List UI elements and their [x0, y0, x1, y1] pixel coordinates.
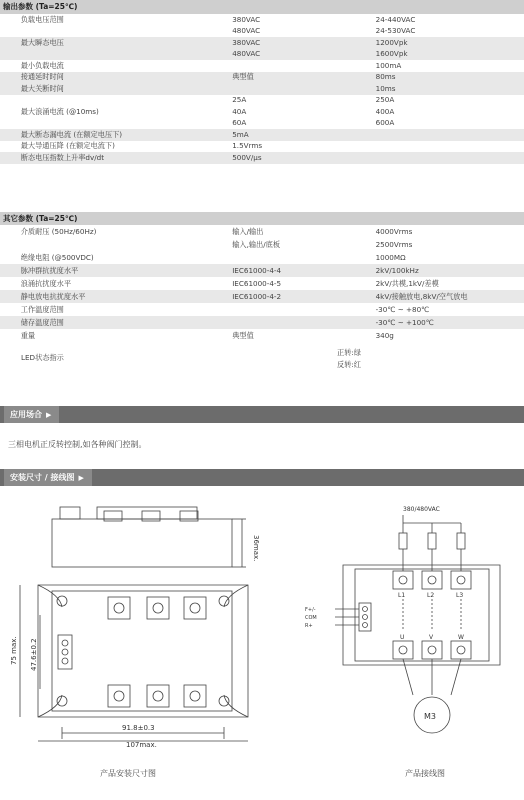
- spec-row: [0, 152, 524, 164]
- terminal-v: V: [429, 634, 434, 641]
- dim-47: 47.6±0.2: [30, 638, 38, 671]
- spec-row: [0, 49, 524, 61]
- spec-condition: 输入,输出/底板: [229, 238, 372, 251]
- spec-value: -30℃ ~ +100℃: [373, 316, 524, 329]
- spec-label: 最大断态漏电流 (在额定电压下): [18, 129, 229, 141]
- spec-indent: [0, 152, 18, 164]
- triangle-right-icon: ▶: [78, 474, 84, 482]
- spec-condition: 典型值: [229, 329, 372, 342]
- spec-row: [0, 264, 524, 277]
- spec-value: 80ms: [373, 72, 524, 84]
- spec-indent: [0, 14, 18, 26]
- spec-row: [0, 26, 524, 38]
- led-forward: 正转:绿: [337, 348, 361, 357]
- spec-value: 10ms: [373, 83, 524, 95]
- spec-value: 4kV/接触放电,8kV/空气放电: [373, 290, 524, 303]
- spec-label: 最大导通压降 (在额定电流下): [18, 141, 229, 153]
- other-params-table: [0, 225, 524, 342]
- dimension-caption: 产品安装尺寸图: [100, 769, 156, 778]
- spec-label: 最大瞬态电压: [18, 37, 229, 49]
- spec-label: [18, 118, 229, 130]
- output-params-title: 输出参数 (Ta=25℃): [0, 0, 524, 14]
- led-row: [0, 345, 524, 372]
- spec-row: [0, 37, 524, 49]
- spec-value: 24-530VAC: [373, 26, 524, 38]
- spec-indent: [0, 72, 18, 84]
- spec-label: 最大浪涌电流 (@10ms): [18, 106, 229, 118]
- spec-label: [18, 95, 229, 107]
- spec-label: 最大关断时间: [18, 83, 229, 95]
- spec-value: [373, 152, 524, 164]
- spec-condition: 60A: [229, 118, 372, 130]
- spec-label: 储存温度范围: [18, 316, 229, 329]
- spec-row: [0, 251, 524, 264]
- terminal-l1: L1: [398, 592, 406, 599]
- spec-row: [0, 316, 524, 329]
- spec-row: [0, 106, 524, 118]
- output-params-table: [0, 14, 524, 164]
- spec-indent: [0, 141, 18, 153]
- spec-value: 600A: [373, 118, 524, 130]
- terminal-u: U: [400, 634, 405, 641]
- dimension-drawing: [0, 495, 262, 770]
- spec-indent: [0, 251, 18, 264]
- spec-condition: 480VAC: [229, 49, 372, 61]
- spec-row: [0, 14, 524, 26]
- spec-label: [18, 26, 229, 38]
- supply-label: 380/480VAC: [403, 506, 440, 513]
- spec-row: [0, 118, 524, 130]
- control-fwd: F+/-: [305, 607, 316, 613]
- install-heading: 安装尺寸 / 接线图: [10, 473, 75, 482]
- spec-value: 2500Vrms: [373, 238, 524, 251]
- spec-label: 介质耐压 (50Hz/60Hz): [18, 225, 229, 238]
- spec-condition: 输入/输出: [229, 225, 372, 238]
- spec-label: 静电放电抗扰度水平: [18, 290, 229, 303]
- spec-indent: [0, 225, 18, 238]
- spec-condition: 380VAC: [229, 37, 372, 49]
- spec-condition: 典型值: [229, 72, 372, 84]
- applications-band: [0, 406, 524, 423]
- spec-row: [0, 277, 524, 290]
- spec-label: 最小负载电流: [18, 60, 229, 72]
- motor-label: M3: [424, 712, 436, 721]
- spec-condition: 480VAC: [229, 26, 372, 38]
- spec-row: [0, 290, 524, 303]
- spec-condition: [229, 316, 372, 329]
- applications-text: 三相电机正反转控制,如各种阀门控制。: [8, 440, 147, 449]
- applications-heading: 应用场合: [10, 410, 42, 419]
- spec-condition: 40A: [229, 106, 372, 118]
- control-com: COM: [305, 615, 317, 621]
- spec-row: [0, 60, 524, 72]
- spec-value: 2kV/共模,1kV/差模: [373, 277, 524, 290]
- spec-indent: [0, 264, 18, 277]
- spec-indent: [0, 303, 18, 316]
- spec-condition: 25A: [229, 95, 372, 107]
- spec-indent: [0, 26, 18, 38]
- spec-condition: IEC61000-4-5: [229, 277, 372, 290]
- spec-label: 接通延时时间: [18, 72, 229, 84]
- spec-indent: [0, 49, 18, 61]
- spec-value: 24-440VAC: [373, 14, 524, 26]
- spec-indent: [0, 129, 18, 141]
- spec-label: 重量: [18, 329, 229, 342]
- spec-row: [0, 238, 524, 251]
- spec-value: -30℃ ~ +80℃: [373, 303, 524, 316]
- spec-condition: [229, 303, 372, 316]
- spec-value: 100mA: [373, 60, 524, 72]
- spec-label: 断态电压指数上升率dv/dt: [18, 152, 229, 164]
- terminal-w: W: [458, 634, 464, 641]
- spec-condition: 380VAC: [229, 14, 372, 26]
- spec-condition: 5mA: [229, 129, 372, 141]
- spec-condition: [229, 60, 372, 72]
- spec-indent: [0, 106, 18, 118]
- spec-value: 400A: [373, 106, 524, 118]
- terminal-l3: L3: [456, 592, 464, 599]
- spec-indent: [0, 60, 18, 72]
- dim-91: 91.8±0.3: [122, 724, 155, 732]
- spec-row: [0, 95, 524, 107]
- spec-value: 1200Vpk: [373, 37, 524, 49]
- spec-value: 1000MΩ: [373, 251, 524, 264]
- spec-value: [373, 141, 524, 153]
- spec-value: 1600Vpk: [373, 49, 524, 61]
- spec-indent: [0, 118, 18, 130]
- spec-row: [0, 225, 524, 238]
- spec-condition: [229, 83, 372, 95]
- spec-indent: [0, 290, 18, 303]
- spec-indent: [0, 277, 18, 290]
- spec-condition: 1.5Vrms: [229, 141, 372, 153]
- spec-indent: [0, 95, 18, 107]
- spec-row: [0, 141, 524, 153]
- dim-36: 36max.: [252, 535, 260, 562]
- spec-value: 250A: [373, 95, 524, 107]
- spec-value: 340g: [373, 329, 524, 342]
- install-band: [0, 469, 524, 486]
- spec-row: [0, 303, 524, 316]
- other-params-title: 其它参数 (Ta=25℃): [0, 212, 524, 226]
- spec-row: [0, 129, 524, 141]
- spec-row: [0, 83, 524, 95]
- spec-value: 4000Vrms: [373, 225, 524, 238]
- spec-label: [18, 238, 229, 251]
- wiring-diagram: [295, 495, 524, 765]
- spec-indent: [0, 83, 18, 95]
- spec-indent: [0, 238, 18, 251]
- led-reverse: 反转:红: [337, 360, 361, 369]
- spec-condition: IEC61000-4-2: [229, 290, 372, 303]
- spec-condition: IEC61000-4-4: [229, 264, 372, 277]
- spec-indent: [0, 37, 18, 49]
- led-label: LED状态指示: [21, 353, 64, 362]
- spec-row: [0, 329, 524, 342]
- spec-label: [18, 49, 229, 61]
- spec-condition: [229, 251, 372, 264]
- spec-label: 负载电压范围: [18, 14, 229, 26]
- spec-row: [0, 72, 524, 84]
- spec-indent: [0, 316, 18, 329]
- spec-label: 工作温度范围: [18, 303, 229, 316]
- control-rev: R+: [305, 623, 313, 629]
- dim-107: 107max.: [126, 741, 157, 749]
- spec-condition: 500V/μs: [229, 152, 372, 164]
- wiring-caption: 产品接线图: [405, 769, 445, 778]
- spec-indent: [0, 329, 18, 342]
- side-view-body: [52, 519, 232, 567]
- spec-value: 2kV/100kHz: [373, 264, 524, 277]
- spec-label: 绝缘电阻 (@500VDC): [18, 251, 229, 264]
- dim-75: 75 max.: [10, 636, 18, 665]
- spec-label: 浪涌抗扰度水平: [18, 277, 229, 290]
- terminal-l2: L2: [427, 592, 435, 599]
- triangle-right-icon: ▶: [46, 411, 52, 419]
- spec-label: 脉冲群抗扰度水平: [18, 264, 229, 277]
- spec-value: [373, 129, 524, 141]
